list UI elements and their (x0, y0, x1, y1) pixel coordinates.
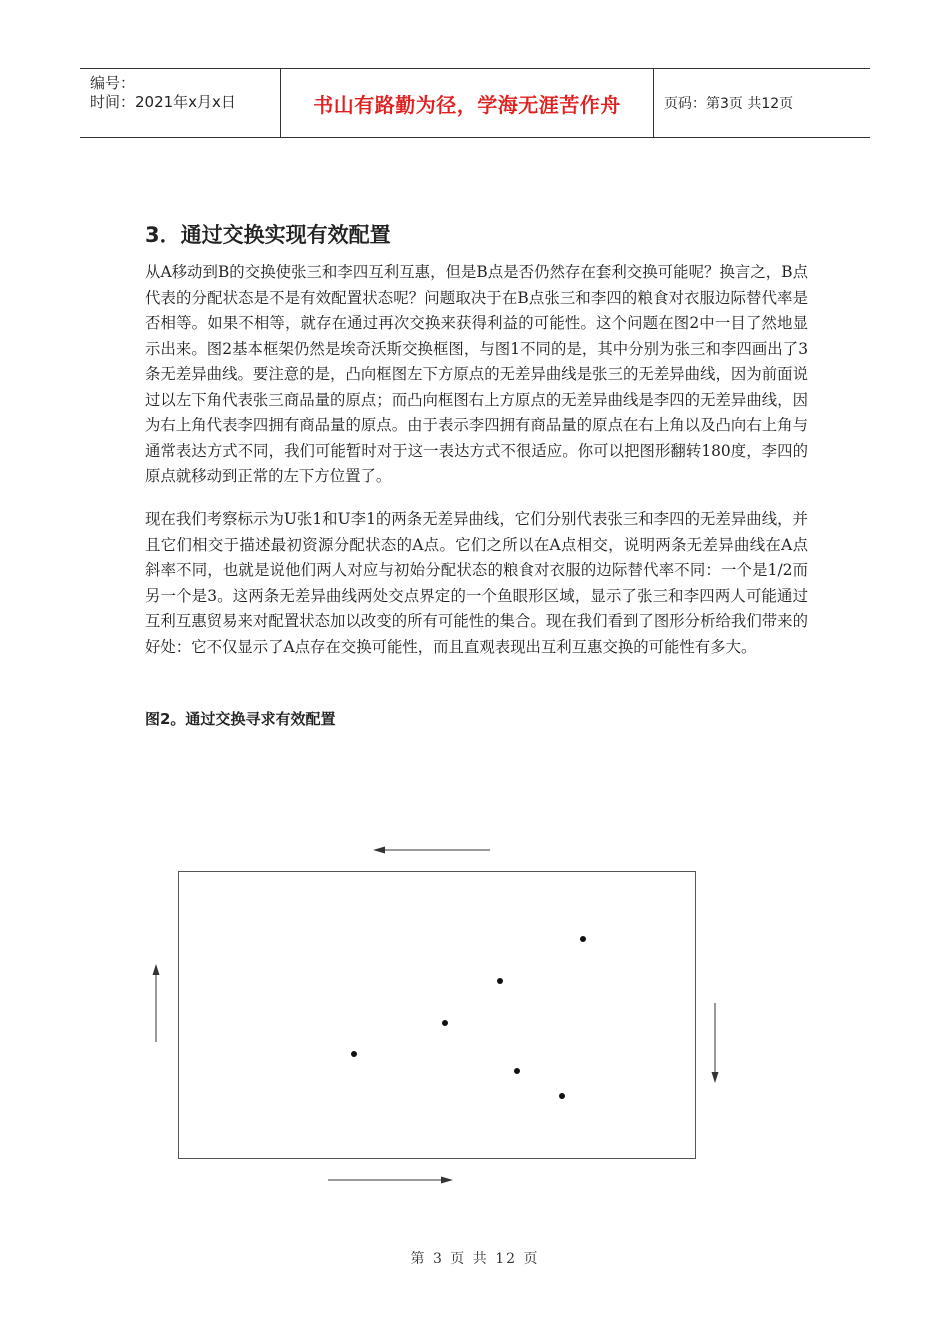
edgeworth-box (179, 872, 696, 1159)
page-footer: 第 3 页 共 12 页 (410, 1251, 540, 1267)
figure-caption: 图2。通过交换寻求有效配置 (145, 710, 336, 728)
code-label: 编号： (90, 74, 136, 92)
section-title: 3．通过交换实现有效配置 (145, 223, 391, 247)
right-down-arrow (712, 1003, 719, 1083)
paragraph-1: 从A移动到B的交换使张三和李四互利互惠，但是B点是否仍然存在套利交换可能呢？换言之，B点代表的分配状态是不是有效配置状态呢？问题取决于在B点张三和李四的粮食对衣服边际替代率是否相等。如果不相等，就存在通过再次交换来获得利益的可能性。这个问题在图2中一目了然地显示出来。图2基本框架仍然是埃奇沃斯交换框图，与图1不同的是，其中分别为张三和李四画出了3条无差异曲线。要注意的是，凸向框图左下方原点的无差异曲线是张三的无差异曲线，因为前面说过以左下角代表张三商品量的原点；而凸向框图右上方原点的无差异曲线是李四的无差异曲线，因为右上角代表李四拥有商品量的原点。由于表示李四拥有商品量的原点在右上角以及凸向右上角与通常表达方式不同，我们可能暂时对于这一表达方式不很适应。你可以把图形翻转180度，李四的原点就移动到正常的左下方位置了。 (145, 263, 808, 485)
header-page-info: 页码：第3页 共12页 (664, 96, 794, 112)
date-line: 时间：2021年x月x日 (90, 93, 236, 111)
header-page-cell (654, 69, 880, 137)
allocation-point (497, 978, 503, 984)
page-header (80, 68, 870, 138)
allocation-point (580, 936, 586, 942)
allocation-point (559, 1093, 565, 1099)
allocation-point (514, 1068, 520, 1074)
left-up-arrow (153, 964, 160, 1042)
header-meta (80, 69, 281, 137)
bottom-right-arrow (328, 1177, 453, 1184)
top-left-arrow (373, 847, 490, 854)
allocation-point (351, 1051, 357, 1057)
allocation-point (442, 1020, 448, 1026)
header-motto-cell (281, 69, 654, 137)
header-motto: 书山有路勤为径，学海无涯苦作舟 (313, 92, 621, 117)
paragraph-2: 现在我们考察标示为U张1和U李1的两条无差异曲线，它们分别代表张三和李四的无差异曲线，并且它们相交于描述最初资源分配状态的A点。它们之所以在A点相交，说明两条无差异曲线在A点斜率不同，也就是说他们两人对应与初始分配状态的粮食对衣服的边际替代率不同：一个是1/2而另一个是3。这两条无差异曲线两处交点界定的一个鱼眼形区域，显示了张三和李四两人可能通过互利互惠贸易来对配置状态加以改变的所有可能性的集合。现在我们看到了图形分析给我们带来的好处：它不仅显示了A点存在交换可能性，而且直观表现出互利互惠交换的可能性有多大。 (145, 510, 808, 656)
